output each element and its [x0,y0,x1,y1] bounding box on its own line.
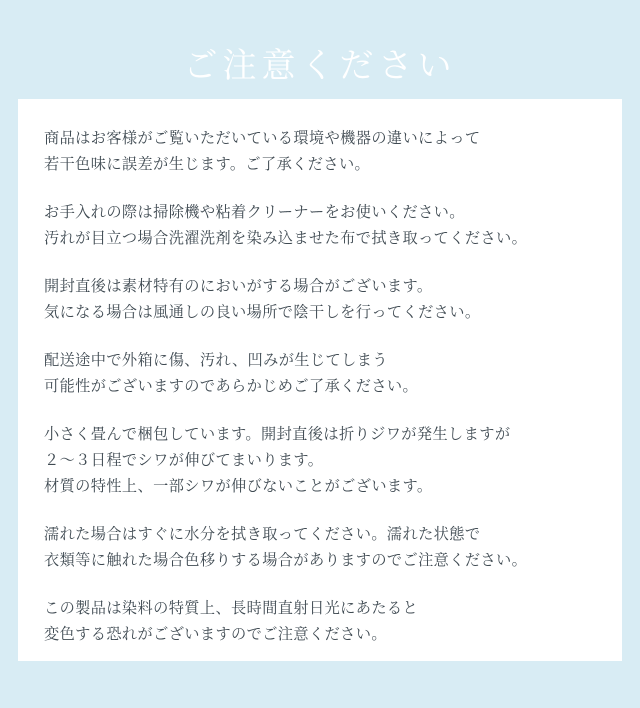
notice-line: ２～３日程でシワが伸びてまいります。 [44,451,324,469]
notice-line: お手入れの際は掃除機や粘着クリーナーをお使いください。 [44,203,465,221]
notice-line: 汚れが目立つ場合洗濯洗剤を染み込ませた布で拭き取ってください。 [44,229,528,247]
notice-line: 配送途中で外箱に傷、汚れ、凹みが生じてしまう [44,351,388,369]
notice-line: 変色する恐れがございますのでご注意ください。 [44,625,387,643]
notice-block [44,521,596,573]
notice-line: 濡れた場合はすぐに水分を拭き取ってください。濡れた状態で [44,525,481,543]
notice-line: 気になる場合は風通しの良い場所で陰干しを行ってください。 [44,303,481,321]
notice-line: 小さく畳んで梱包しています。開封直後は折りジワが発生しますが [44,425,511,443]
notice-line: 材質の特性上、一部シワが伸びないことがございます。 [44,477,433,495]
notice-line: 衣類等に触れた場合色移りする場合がありますのでご注意ください。 [44,551,528,569]
notice-block [44,199,596,251]
notice-block [44,125,596,177]
notice-line: この製品は染料の特質上、長時間直射日光にあたると [44,599,419,617]
notice-block [44,595,596,647]
notice-line: 商品はお客様がご覧いただいている環境や機器の違いによって [44,129,481,147]
notice-block [44,347,596,399]
notice-line: 可能性がございますのであらかじめご了承ください。 [44,377,419,395]
notice-block [44,273,596,325]
page-title: ご注意ください [183,46,457,86]
notice-panel [18,99,622,661]
notice-line: 開封直後は素材特有のにおいがする場合がございます。 [44,277,433,295]
notice-line: 若干色味に誤差が生じます。ご了承ください。 [44,155,371,173]
notice-block [44,421,596,499]
